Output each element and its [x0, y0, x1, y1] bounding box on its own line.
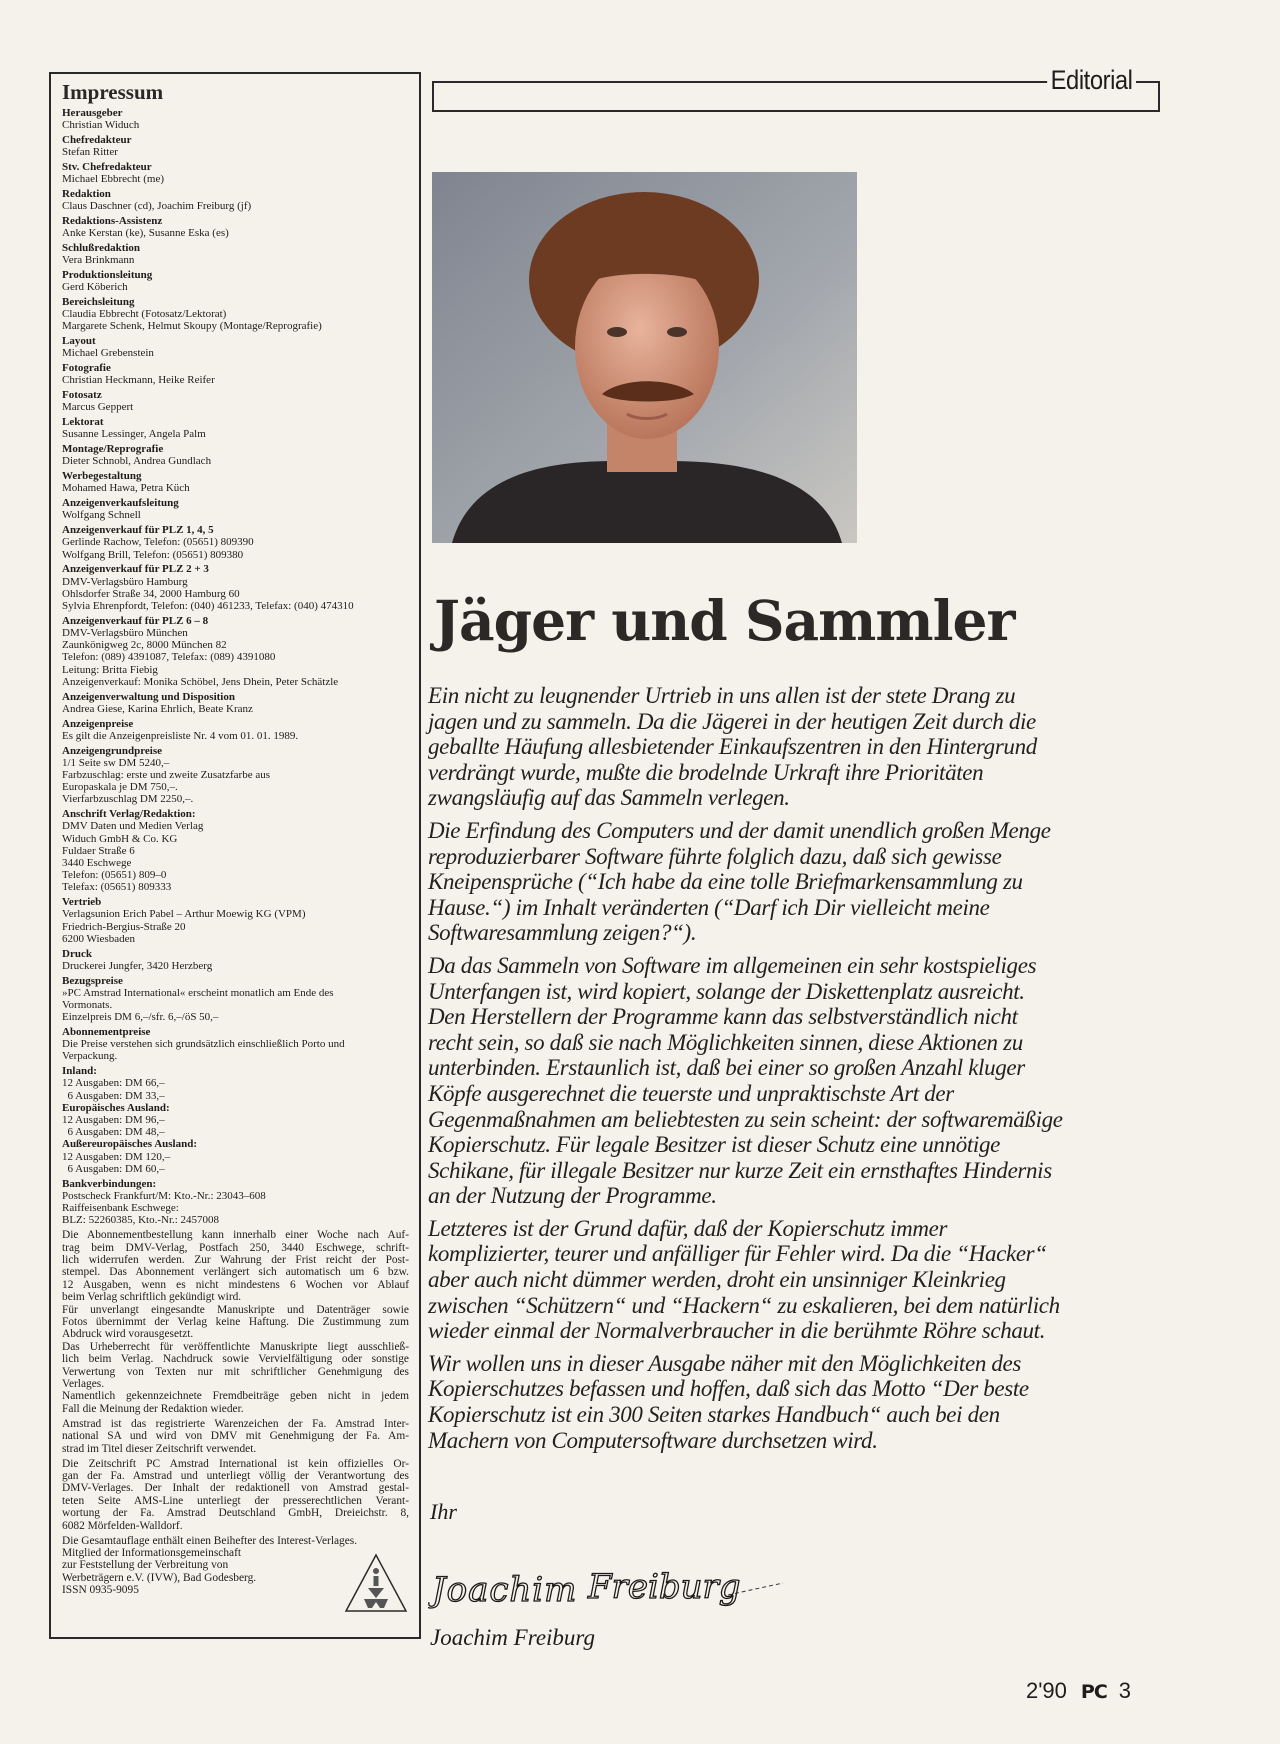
impressum-section-line: 6 Ausgaben: DM 60,–: [62, 1162, 165, 1175]
article-paragraph: [428, 1351, 1158, 1453]
impressum-section-line: Andrea Giese, Karina Ehrlich, Beate Kranz: [62, 702, 253, 715]
impressum-section-heading: Chefredakteur: [62, 134, 132, 146]
legal-line: Die Abonnementbestellung kann innerhalb einer Woche nach Auf-: [62, 1229, 409, 1242]
legal-line: Verwertung von Texten nur mit schriftlicher Genehmigung des: [62, 1365, 409, 1378]
impressum-section-line: Gerlinde Rachow, Telefon: (05651) 809390: [62, 536, 254, 549]
section-header-rule: [432, 65, 1160, 112]
ivw-logo-icon: [344, 1553, 408, 1613]
impressum-section: [62, 107, 409, 131]
impressum-section-line: Wolfgang Schnell: [62, 509, 141, 522]
impressum-section-line: Einzelpreis DM 6,–/sfr. 6,–/öS 50,–: [62, 1011, 219, 1024]
impressum-section-heading: Redaktion: [62, 188, 111, 200]
legal-line: teten Seite AMS-Line unterliegt der presserechtlichen Verant-: [62, 1494, 409, 1507]
ivw-line: Mitglied der Informationsgemeinschaft: [62, 1547, 242, 1559]
article-line: Die Erfindung des Computers und der damit unendlich großen Menge: [428, 817, 1051, 843]
impressum-section-line: Farbzuschlag: erste und zweite Zusatzfarbe aus: [62, 769, 270, 782]
impressum-section-line: Widuch GmbH & Co. KG: [62, 832, 178, 845]
impressum-section: [62, 161, 409, 185]
impressum-section-line: DMV Daten und Medien Verlag: [62, 820, 204, 833]
article-line: Machern von Computersoftware durchsetzen wird.: [428, 1427, 878, 1453]
article-line: geballte Häufung allesbietender Einkaufszentren in den Hintergrund: [428, 734, 1037, 760]
author-name: Joachim Freiburg: [430, 1625, 596, 1650]
impressum-section-line: Vormonats.: [62, 999, 113, 1012]
article-line: verdrängt wurde, mußte die brodelnde Urkraft ihre Prioritäten: [428, 759, 984, 785]
impressum-section-line: Druckerei Jungfer, 3420 Herzberg: [62, 959, 213, 972]
impressum-sections: [62, 107, 409, 1227]
section-label-editorial: Editorial: [1047, 65, 1136, 96]
legal-line: beim Verlag schriftlich gekündigt wird.: [62, 1291, 242, 1304]
impressum-section-line: Marcus Geppert: [62, 401, 134, 414]
legal-line: gan der Fa. Amstrad und unterliegt völlig der Verantwortung des: [62, 1470, 409, 1482]
author-portrait-photo: [432, 172, 857, 543]
impressum-section-heading: Außereuropäisches Ausland:: [62, 1138, 197, 1151]
impressum-section-heading: Montage/Reprografie: [62, 443, 164, 456]
article-line: Ein nicht zu leugnender Urtrieb in uns allen ist der stete Drang zu: [428, 683, 1016, 708]
legal-line: lich widerrufen werden. Zur Wahrung der Frist reicht der Post-: [62, 1253, 409, 1266]
impressum-box: [49, 72, 421, 1639]
article-paragraph: [428, 818, 1158, 946]
impressum-section-line: 6 Ausgaben: DM 33,–: [62, 1089, 165, 1102]
impressum-section: [62, 896, 409, 945]
impressum-section-line: Claus Daschner (cd), Joachim Freiburg (jf): [62, 200, 252, 213]
impressum-section-line: Mohamed Hawa, Petra Küch: [62, 482, 190, 495]
impressum-section-line: Michael Grebenstein: [62, 347, 154, 360]
legal-line: trag beim DMV-Verlag, Postfach 250, 3440 Eschwege, schrift-: [62, 1241, 409, 1254]
impressum-section: [62, 948, 409, 972]
legal-line: DMV-Verlages. Der Inhalt der redaktionell von Amstrad gestal-: [62, 1482, 409, 1495]
impressum-section-line: DMV-Verlagsbüro Hamburg: [62, 575, 188, 588]
impressum-section-line: Zaunkönigweg 2c, 8000 München 82: [62, 639, 227, 652]
impressum-section-line: Anzeigenverkauf: Monika Schöbel, Jens Dhein, Peter Schätzle: [62, 675, 339, 688]
legal-line: strad im Titel dieser Zeitschrift verwendet.: [62, 1442, 257, 1455]
impressum-section: [62, 1138, 409, 1175]
impressum-section-line: Telefon: (089) 4391087, Telefax: (089) 4391080: [62, 651, 276, 664]
impressum-section-line: Stefan Ritter: [62, 146, 118, 159]
impressum-section-line: Margarete Schenk, Helmut Skoupy (Montage/Reprografie): [62, 320, 322, 333]
impressum-section: [62, 563, 409, 612]
impressum-section: [62, 296, 409, 333]
legal-line: Fall die Meinung der Redaktion wieder.: [62, 1402, 244, 1415]
article-line: Softwaresammlung zeigen?“).: [428, 920, 697, 946]
article-line: wieder einmal der Normalverbraucher in die berühmte Röhre schaut.: [428, 1318, 1046, 1344]
impressum-section-line: Raiffeisenbank Eschwege:: [62, 1202, 179, 1215]
impressum-section: [62, 1026, 409, 1063]
legal-line: wortung der Fa. Amstrad Deutschland GmbH, Dreieichstr. 8,: [62, 1507, 409, 1520]
impressum-section: [62, 416, 409, 440]
legal-line: 6082 Mörfelden-Walldorf.: [62, 1519, 183, 1532]
impressum-section-line: 6200 Wiesbaden: [62, 932, 135, 945]
closing-salutation: Ihr: [430, 1499, 457, 1524]
impressum-section: [62, 1178, 409, 1227]
impressum-section-line: Vierfarbzuschlag DM 2250,–.: [62, 793, 194, 806]
article-title: Jäger und Sammler: [434, 588, 1015, 653]
impressum-section-heading: Produktionsleitung: [62, 269, 153, 281]
impressum-section-line: Ohlsdorfer Straße 34, 2000 Hamburg 60: [62, 587, 240, 600]
impressum-section-line: DMV-Verlagsbüro München: [62, 627, 188, 640]
legal-line: Verlages.: [62, 1377, 105, 1390]
issue-number: 2'90: [1026, 1678, 1067, 1703]
legal-line: Fotos übernimmt der Verlag keine Haftung. Die Zustimmung zum: [62, 1315, 409, 1328]
impressum-section-line: Postscheck Frankfurt/M: Kto.-Nr.: 23043–608: [62, 1189, 266, 1202]
impressum-section-line: Fuldaer Straße 6: [62, 844, 135, 857]
article-line: Da das Sammeln von Software im allgemeinen ein sehr kostspieliges: [428, 952, 1037, 978]
article-line: Kneipensprüche (“Ich habe da eine tolle Briefmarkensammlung zu: [428, 869, 1023, 895]
article-line: Unterfangen ist, wird kopiert, solange der Diskettenplatz ausreicht.: [428, 978, 1025, 1004]
impressum-section-line: Europaskala je DM 750,–.: [62, 781, 178, 794]
article-line: Hause.“) im Inhalt veränderten (“Darf ich Dir vielleicht meine: [428, 894, 990, 920]
legal-line: Die Gesamtauflage enthält einen Beihefter des Interest-Verlages.: [62, 1534, 358, 1547]
impressum-section-line: 3440 Eschwege: [62, 857, 132, 870]
impressum-section-line: Dieter Schnobl, Andrea Gundlach: [62, 455, 212, 468]
article-line: Letzteres ist der Grund dafür, daß der Kopierschutz immer: [428, 1215, 948, 1241]
article-line: Schikane, für illegale Besitzer nur kurze Zeit ein ernsthaftes Hindernis: [428, 1157, 1052, 1183]
impressum-section-line: Sylvia Ehrenpfordt, Telefon: (040) 461233, Telefax: (040) 474310: [62, 600, 354, 613]
article-line: Kopierschutz. Für legale Besitzer ist dieser Schutz eine unnötige: [428, 1132, 1000, 1158]
impressum-section: [62, 1065, 409, 1102]
impressum-section: [62, 1102, 409, 1139]
legal-line: stempel. Das Abonnement verlängert sich automatisch um 6 bzw.: [62, 1266, 409, 1279]
article-line: Kopierschutzes befassen und hoffen, daß sich das Motto “Der beste: [428, 1376, 1029, 1402]
impressum-section-heading: Bezugspreise: [62, 974, 123, 987]
impressum-section: [62, 389, 409, 413]
impressum-section-line: 6 Ausgaben: DM 48,–: [62, 1126, 165, 1139]
impressum-section: [62, 443, 409, 467]
article-line: Gegenmaßnahmen am beliebtesten zu sein scheint: der softwaremäßige: [428, 1106, 1063, 1132]
impressum-section-line: Vera Brinkmann: [62, 254, 135, 267]
page-footer: [1026, 1678, 1131, 1704]
impressum-section-heading: Stv. Chefredakteur: [62, 161, 152, 173]
legal-paragraph: [62, 1229, 409, 1415]
impressum-section-line: Gerd Köberich: [62, 281, 128, 294]
svg-text:Freiburg: Freiburg: [588, 1567, 741, 1607]
legal-paragraph: [62, 1418, 409, 1455]
impressum-section: [62, 497, 409, 521]
impressum-section: [62, 615, 409, 688]
page-number: 3: [1118, 1678, 1132, 1703]
impressum-legal-notes: [62, 1229, 409, 1547]
impressum-section: [62, 808, 409, 893]
impressum-section-heading: Fotografie: [62, 362, 111, 375]
impressum-section-line: 12 Ausgaben: DM 66,–: [62, 1077, 165, 1090]
article-paragraph: [428, 1216, 1158, 1344]
impressum-section: [62, 975, 409, 1024]
impressum-section: [62, 188, 409, 212]
legal-line: Das Urheberrecht für veröffentlichte Manuskripte liegt ausschließ-: [62, 1340, 409, 1353]
article-line: recht sein, so daß sie nach Möglichkeiten sinnen, diese Aktionen zu: [428, 1029, 1023, 1055]
legal-line: 12 Ausgaben, wenn es nicht mindestens 6 Wochen vor Ablauf: [62, 1278, 409, 1291]
impressum-section-line: Es gilt die Anzeigenpreisliste Nr. 4 vom 01. 01. 1989.: [62, 729, 299, 742]
impressum-section-line: Claudia Ebbrecht (Fotosatz/Lektorat): [62, 308, 227, 321]
impressum-section: [62, 470, 409, 494]
impressum-section-heading: Fotosatz: [62, 389, 102, 402]
legal-line: Abdruck wird vorausgesetzt.: [62, 1328, 194, 1341]
impressum-section-line: 12 Ausgaben: DM 120,–: [62, 1150, 171, 1163]
impressum-section-heading: Anzeigenverkaufsleitung: [62, 497, 179, 510]
impressum-section: [62, 718, 409, 742]
impressum-section-heading: Schlußredaktion: [62, 242, 141, 254]
impressum-section: [62, 691, 409, 715]
legal-line: national SA und wird von DMV mit Genehmigung der Fa. Am-: [62, 1430, 409, 1443]
legal-line: Amstrad ist das registrierte Warenzeichen der Fa. Amstrad Inter-: [62, 1417, 409, 1430]
impressum-section: [62, 362, 409, 386]
magazine-logo: PC: [1080, 1681, 1107, 1703]
impressum-section-line: Die Preise verstehen sich grundsätzlich einschließlich Porto und: [62, 1038, 345, 1051]
legal-line: Die Zeitschrift PC Amstrad International ist kein offizielles Or-: [62, 1457, 409, 1470]
impressum-section: [62, 215, 409, 239]
legal-line: Namentlich gekennzeichnete Fremdbeiträge geben nicht in jedem: [62, 1390, 409, 1403]
impressum-section: [62, 335, 409, 359]
impressum-section-heading: Europäisches Ausland:: [62, 1101, 170, 1114]
impressum-section-line: Telefax: (05651) 809333: [62, 881, 172, 894]
impressum-section-heading: Anzeigengrundpreise: [62, 744, 163, 757]
impressum-section-heading: Bankverbindungen:: [62, 1177, 157, 1190]
impressum-section-heading: Vertrieb: [62, 896, 102, 909]
article-line: jagen und zu sammeln. Da die Jägerei in der heutigen Zeit durch die: [428, 708, 1036, 734]
article-body: [428, 683, 1158, 1460]
impressum-section: [62, 269, 409, 293]
legal-paragraph: [62, 1458, 409, 1532]
impressum-section: [62, 745, 409, 806]
legal-line: Für unverlangt eingesandte Manuskripte und Datenträger sowie: [62, 1303, 409, 1316]
impressum-section: [62, 242, 409, 266]
impressum-section-line: Susanne Lessinger, Angela Palm: [62, 428, 206, 441]
impressum-section-line: Verpackung.: [62, 1050, 118, 1063]
article-line: komplizierter, teurer und anfälliger für Fehler wird. Da die “Hacker“: [428, 1241, 1047, 1267]
impressum-section-line: Wolfgang Brill, Telefon: (05651) 809380: [62, 548, 244, 561]
impressum-section-line: Anke Kerstan (ke), Susanne Eska (es): [62, 227, 229, 240]
impressum-section-heading: Bereichsleitung: [62, 296, 135, 308]
impressum-section-heading: Redaktions-Assistenz: [62, 215, 163, 227]
impressum-section-heading: Druck: [62, 947, 92, 960]
impressum-section-heading: Anzeigenverwaltung und Disposition: [62, 690, 235, 703]
ivw-line: zur Feststellung der Verbreitung von: [62, 1559, 229, 1572]
impressum-section-heading: Anzeigenpreise: [62, 717, 134, 730]
handwritten-signature: [428, 1553, 788, 1628]
impressum-section-heading: Lektorat: [62, 416, 104, 429]
impressum-section-heading: Inland:: [62, 1065, 97, 1078]
article-line: aber auch nicht dümmer werden, droht ein unsinniger Kleinkrieg: [428, 1267, 1006, 1293]
impressum-section: [62, 524, 409, 561]
impressum-section-heading: Anzeigenverkauf für PLZ 1, 4, 5: [62, 524, 214, 537]
impressum-section-line: Michael Ebbrecht (me): [62, 173, 165, 186]
impressum-section-line: Friedrich-Bergius-Straße 20: [62, 920, 186, 933]
article-paragraph: [428, 953, 1158, 1209]
article-line: zwangsläufig auf das Sammeln verlegen.: [428, 785, 790, 811]
impressum-section: [62, 134, 409, 158]
article-line: Wir wollen uns in dieser Ausgabe näher mit den Möglichkeiten des: [428, 1350, 1021, 1376]
impressum-section-heading: Anzeigenverkauf für PLZ 2 + 3: [62, 563, 209, 576]
impressum-section-heading: Abonnementpreise: [62, 1026, 151, 1039]
impressum-section-line: Christian Widuch: [62, 119, 140, 132]
legal-paragraph: [62, 1535, 409, 1547]
impressum-section-heading: Werbegestaltung: [62, 470, 142, 483]
impressum-section-line: Leitung: Britta Fiebig: [62, 663, 158, 676]
ivw-membership: [62, 1547, 412, 1627]
article-line: Den Herstellern der Programme kann das selbstverständlich nicht: [428, 1004, 1018, 1030]
impressum-section-heading: Anschrift Verlag/Redaktion:: [62, 808, 196, 821]
impressum-section-line: Verlagsunion Erich Pabel – Arthur Moewig KG (VPM): [62, 908, 306, 921]
article-line: an der Nutzung der Programme.: [428, 1183, 717, 1209]
impressum-title: Impressum: [62, 80, 164, 104]
article-line: zwischen “Schützern“ und “Hackern“ zu eskalieren, bei dem natürlich: [428, 1292, 1060, 1318]
ivw-line: Werbeträgern e.V. (IVW), Bad Godesberg.: [62, 1571, 257, 1584]
legal-line: lich beim Verlag. Nachdruck sowie Vervielfältigung oder sonstige: [62, 1353, 409, 1366]
issn: ISSN 0935-9095: [62, 1584, 139, 1597]
impressum-section-heading: Anzeigenverkauf für PLZ 6 – 8: [62, 614, 209, 627]
impressum-section-line: BLZ: 52260385, Kto.-Nr.: 2457008: [62, 1214, 220, 1227]
article-line: Kopierschutz ist ein 300 Seiten starkes Handbuch“ auch bei den: [428, 1402, 1000, 1428]
impressum-section-line: 12 Ausgaben: DM 96,–: [62, 1114, 165, 1127]
impressum-section-heading: Layout: [62, 335, 96, 348]
article-line: reproduzierbarer Software führte folglich dazu, daß sich gewisse: [428, 843, 1002, 869]
article-paragraph: [428, 683, 1158, 811]
article-line: Köpfe ausgerechnet die teuerste und unpraktischste Art der: [428, 1080, 954, 1106]
impressum-section-line: Telefon: (05651) 809–0: [62, 869, 167, 882]
impressum-section-line: 1/1 Seite sw DM 5240,–: [62, 756, 170, 769]
svg-text:Joachim: Joachim: [432, 1570, 578, 1610]
impressum-section-line: »PC Amstrad International« erscheint monatlich am Ende des: [62, 986, 334, 999]
impressum-section-line: Christian Heckmann, Heike Reifer: [62, 374, 215, 387]
impressum-section-heading: Herausgeber: [62, 107, 123, 119]
article-line: unterbinden. Erstaunlich ist, daß bei einer so großen Anzahl kluger: [428, 1055, 1025, 1081]
